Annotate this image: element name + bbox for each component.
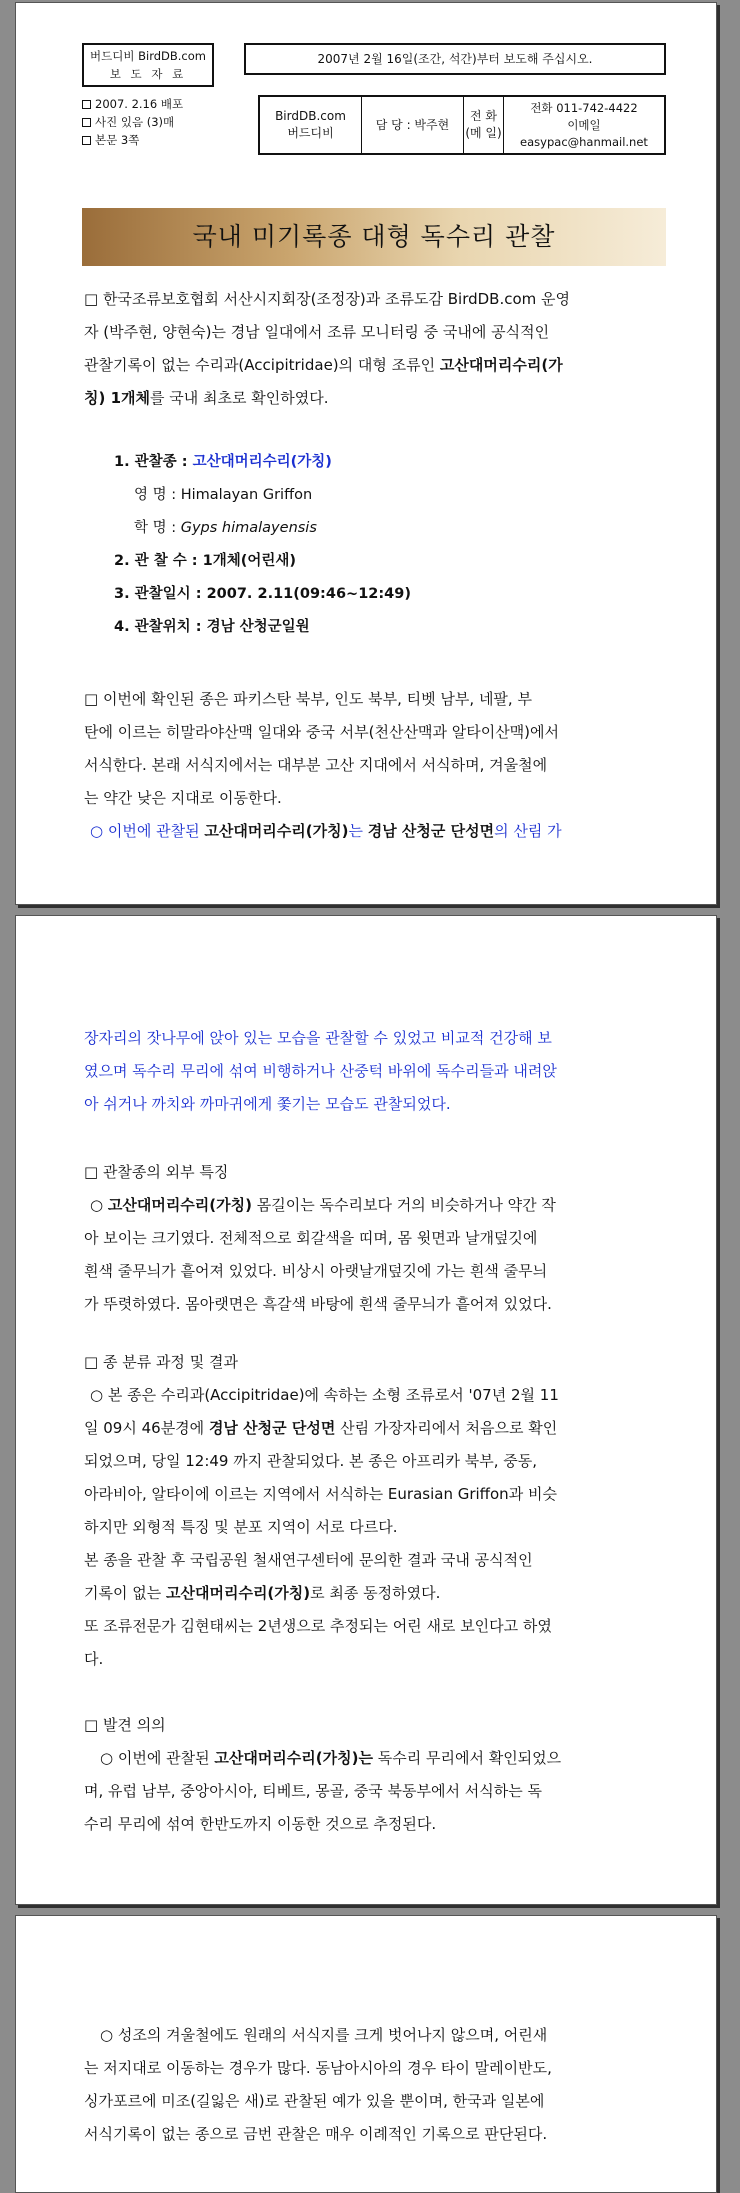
distribution-line: 탄에 이르는 히말라야산맥 일대와 중국 서부(천산산맥과 알타이산맥)에서: [84, 723, 560, 741]
release-notice-box: [244, 43, 666, 75]
page3-line: 서식기록이 없는 종으로 금번 관찰은 매우 이례적인 기록으로 판단된다.: [84, 2125, 548, 2143]
org-cell: BirdDB.com 버드디비: [260, 97, 362, 153]
fact-scientific-name: 학 명 : Gyps himalayensis: [134, 520, 317, 536]
press-label-box: [82, 43, 214, 87]
distribution-line: 서식한다. 본래 서식지에서는 대부분 고산 지대에서 서식하며, 겨울철에: [84, 756, 548, 774]
meta-item: 사진 있음 (3)매: [82, 113, 232, 131]
press-label-line2: 보 도 자 료: [109, 67, 187, 81]
meta-item: 본문 3쪽: [82, 131, 232, 149]
release-notice: 2007년 2월 16일(조간, 석간)부터 보도해 주십시오.: [317, 52, 593, 66]
press-label-line1: 버드디비 BirdDB.com: [90, 49, 206, 63]
classification-line: 본 종을 관찰 후 국립공원 철새연구센터에 문의한 결과 국내 공식적인: [84, 1551, 533, 1569]
intro-line: 칭) 1개체를 국내 최초로 확인하였다.: [84, 389, 329, 407]
classification-heading: □ 종 분류 과정 및 결과: [84, 1353, 238, 1371]
classification-line: 다.: [84, 1650, 104, 1668]
contact-person-cell: 담 당 : 박주현: [362, 97, 464, 153]
features-line: 아 보이는 크기였다. 전체적으로 회갈색을 띠며, 몸 윗면과 날개덮깃에: [84, 1229, 538, 1247]
document-page-1: [15, 2, 717, 905]
intro-line: 관찰기록이 없는 수리과(Accipitridae)의 대형 조류인 고산대머리수리(가: [84, 356, 563, 374]
significance-line: ○ 이번에 관찰된 고산대머리수리(가칭)는 독수리 무리에서 확인되었으: [100, 1749, 562, 1767]
fact-date: 3. 관찰일시 : 2007. 2.11(09:46~12:49): [114, 586, 411, 602]
distribution-line: □ 이번에 확인된 종은 파키스탄 북부, 인도 북부, 티벳 남부, 네팔, 부: [84, 690, 532, 708]
page3-line: 는 저지대로 이동하는 경우가 많다. 동남아시아의 경우 타이 말레이반도,: [84, 2059, 552, 2077]
email-value: easypac@hanmail.net: [520, 134, 648, 149]
phone-label-cell: 전 화 (메 일): [464, 97, 504, 153]
fact-species: 1. 관찰종 : 고산대머리수리(가칭): [114, 454, 332, 470]
observed-cont-line: 장자리의 잣나무에 앉아 있는 모습을 관찰할 수 있었고 비교적 건강해 보: [84, 1029, 552, 1047]
fact-count: 2. 관 찰 수 : 1개체(어린새): [114, 553, 297, 569]
fact-english-name: 영 명 : Himalayan Griffon: [134, 487, 313, 503]
classification-line: 기록이 없는 고산대머리수리(가칭)로 최종 동정하였다.: [84, 1584, 441, 1602]
features-heading: □ 관찰종의 외부 특징: [84, 1163, 229, 1181]
intro-line: □ 한국조류보호협회 서산시지회장(조정장)과 조류도감 BirdDB.com 운영: [84, 290, 571, 308]
classification-line: 되었으며, 당일 12:49 까지 관찰되었다. 본 종은 아프리카 북부, 중동,: [84, 1452, 537, 1470]
observed-cont-line: 였으며 독수리 무리에 섞여 비행하거나 산중턱 바위에 독수리들과 내려앉: [84, 1062, 557, 1080]
features-line: ○ 고산대머리수리(가칭) 몸길이는 독수리보다 거의 비슷하거나 약간 작: [90, 1196, 556, 1214]
observed-line: ○ 이번에 관찰된 고산대머리수리(가칭)는 경남 산청군 단성면의 산림 가: [90, 822, 562, 840]
document-page-3: [15, 1915, 717, 2193]
significance-heading: □ 발견 의의: [84, 1716, 166, 1734]
distribution-line: 는 약간 낮은 지대로 이동한다.: [84, 789, 282, 807]
classification-line: ○ 본 종은 수리과(Accipitridae)에 속하는 소형 조류로서 '07년 2월 11: [90, 1386, 559, 1404]
observed-cont-line: 아 쉬거나 까치와 까마귀에게 쫓기는 모습도 관찰되었다.: [84, 1095, 451, 1113]
document-title: 국내 미기록종 대형 독수리 관찰: [82, 208, 666, 266]
phone-value: 전화 011-742-4422: [530, 100, 638, 115]
classification-line: 하지만 외형적 특징 및 분포 지역이 서로 다르다.: [84, 1518, 398, 1536]
intro-line: 자 (박주현, 양현숙)는 경남 일대에서 조류 모니터링 중 국내에 공식적인: [84, 323, 550, 341]
fact-location: 4. 관찰위치 : 경남 산청군일원: [114, 619, 310, 635]
document-page-2: [15, 915, 717, 1905]
classification-line: 일 09시 46분경에 경남 산청군 단성면 산림 가장자리에서 처음으로 확인: [84, 1419, 558, 1437]
contact-table: [258, 95, 666, 155]
classification-line: 또 조류전문가 김현태씨는 2년생으로 추정되는 어린 새로 보인다고 하였: [84, 1617, 552, 1635]
classification-line: 아라비아, 알타이에 이르는 지역에서 서식하는 Eurasian Griffon과 비슷: [84, 1485, 557, 1503]
page3-line: 싱가포르에 미조(길잃은 새)로 관찰된 예가 있을 뿐이며, 한국과 일본에: [84, 2092, 545, 2110]
phone-email-cell: [504, 97, 664, 153]
features-line: 흰색 줄무늬가 흩어져 있었다. 비상시 아랫날개덮깃에 가는 흰색 줄무늬: [84, 1262, 548, 1280]
features-line: 가 뚜렷하였다. 몸아랫면은 흑갈색 바탕에 흰색 줄무늬가 흩어져 있었다.: [84, 1295, 552, 1313]
email-label: 이메일: [567, 117, 601, 132]
release-meta: [82, 95, 232, 149]
page3-line: ○ 성조의 겨울철에도 원래의 서식지를 크게 벗어나지 않으며, 어린새: [100, 2026, 548, 2044]
meta-item: 2007. 2.16 배포: [82, 95, 232, 113]
significance-line: 수리 무리에 섞여 한반도까지 이동한 것으로 추정된다.: [84, 1815, 437, 1833]
significance-line: 며, 유럽 남부, 중앙아시아, 티베트, 몽골, 중국 북동부에서 서식하는 독: [84, 1782, 542, 1800]
